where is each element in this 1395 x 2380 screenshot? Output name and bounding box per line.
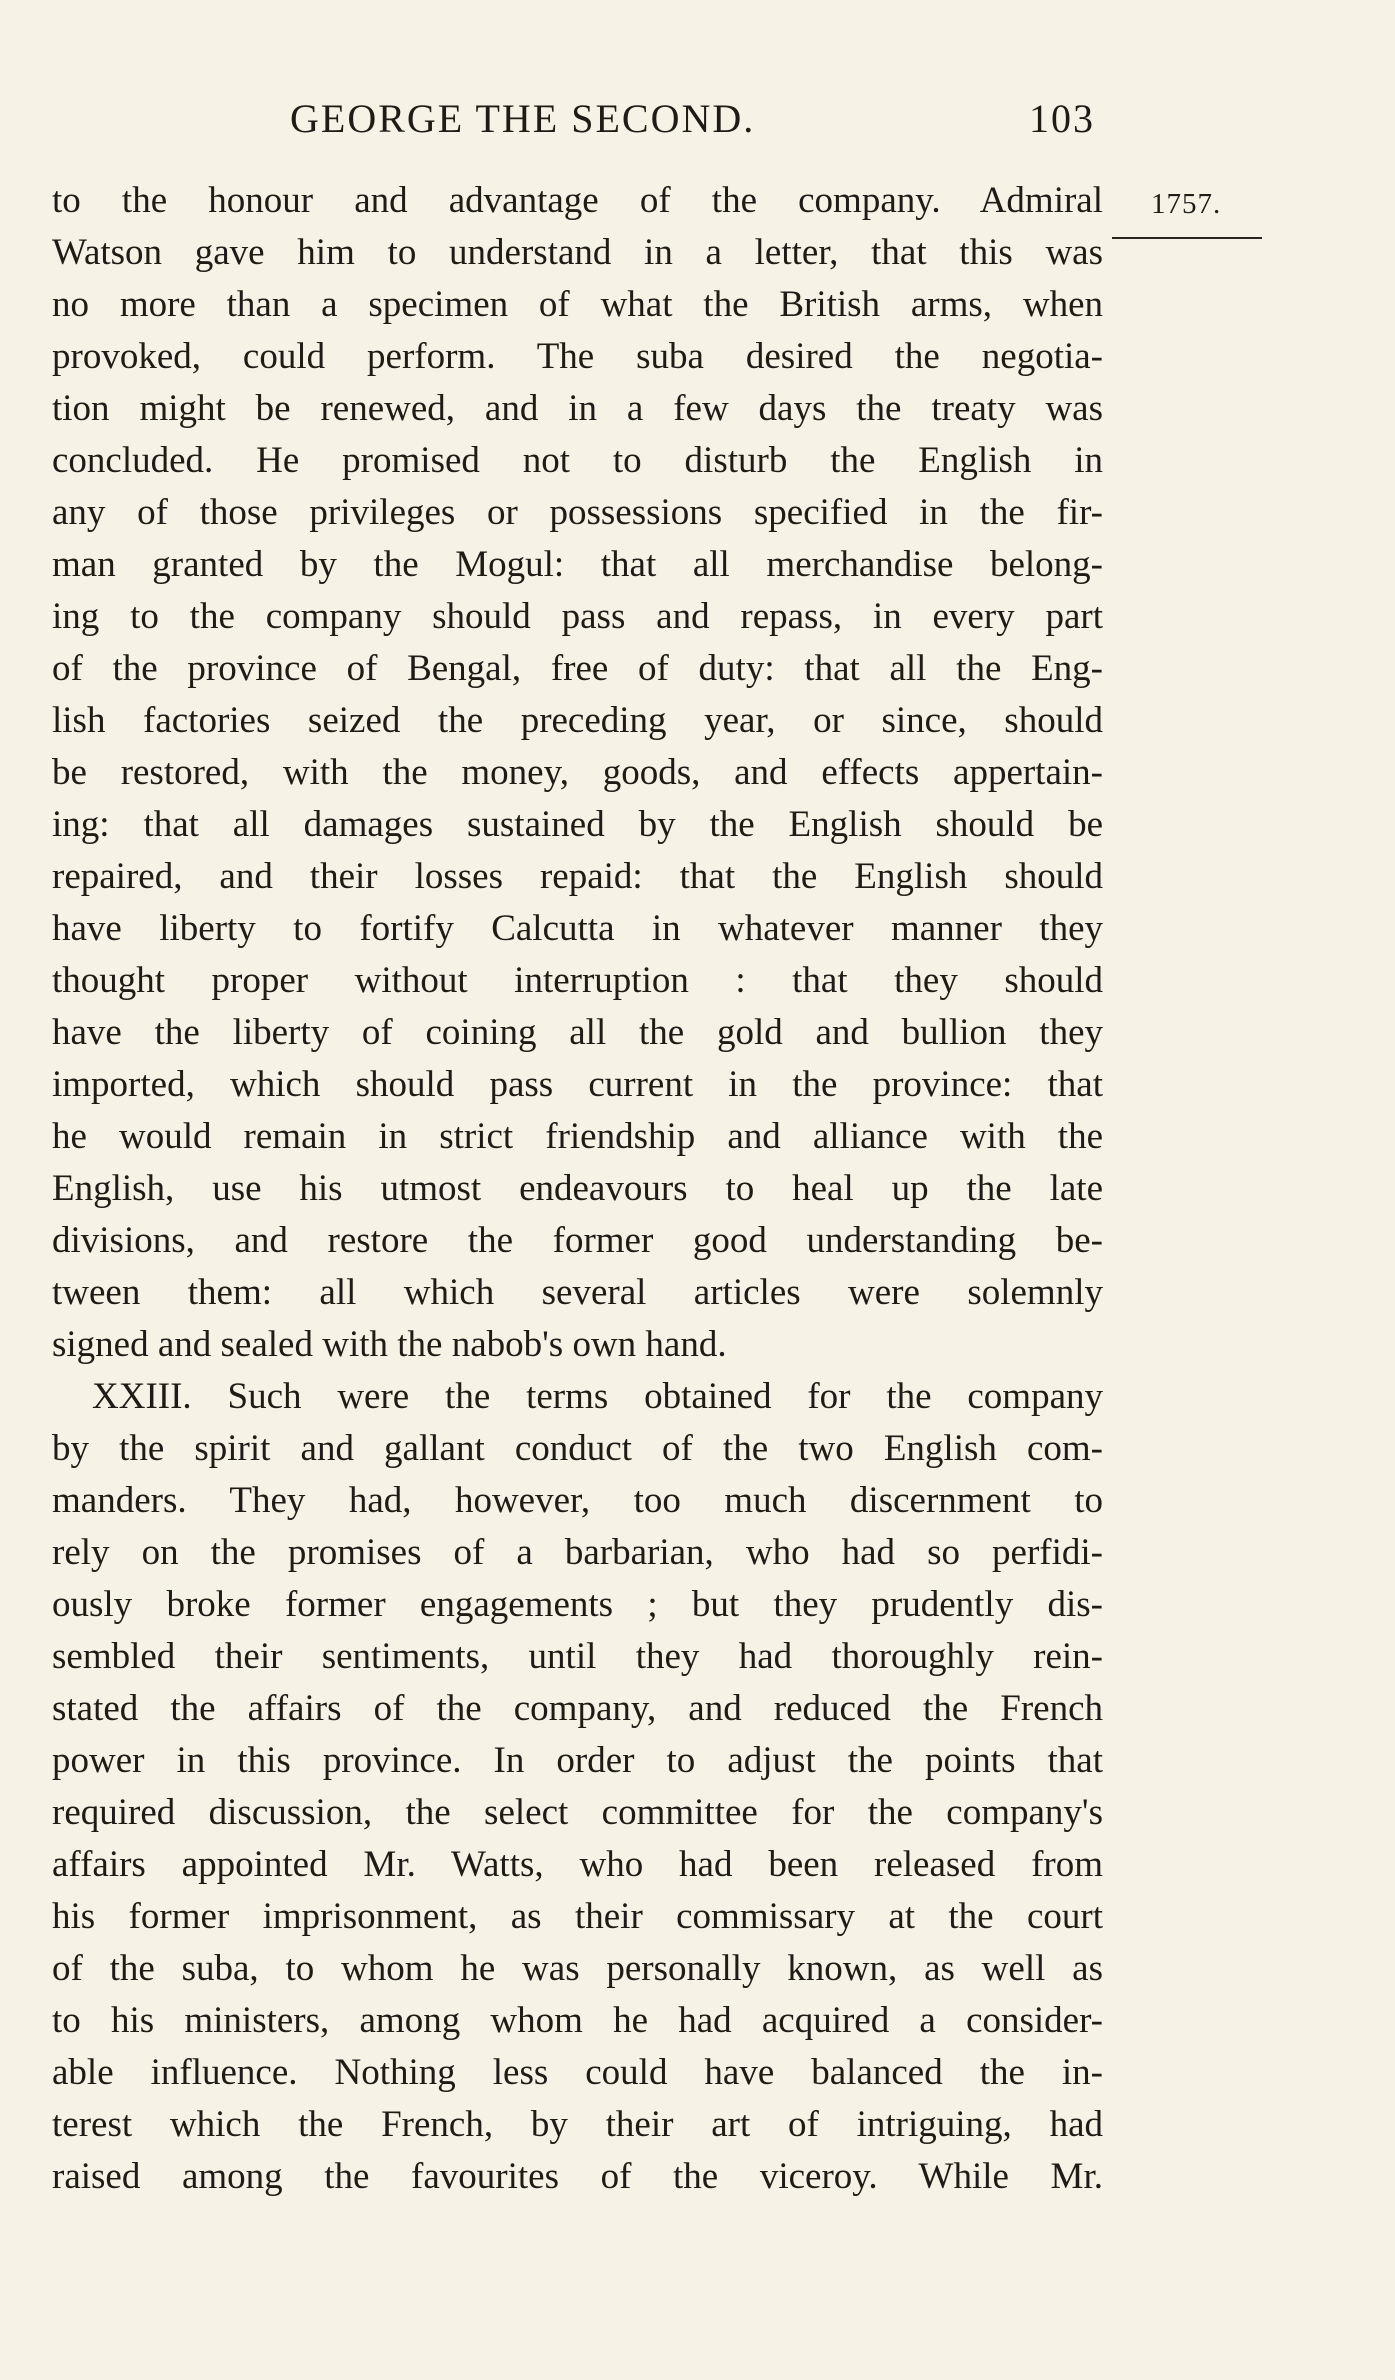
text-line: concluded. He promised not to disturb the English in (52, 440, 1103, 481)
text-line: terest which the French, by their art of intriguing, had (52, 2104, 1103, 2145)
text-line: stated the affairs of the company, and reduced the French (52, 1688, 1103, 1729)
text-line: man granted by the Mogul: that all merchandise belong- (52, 544, 1103, 585)
paragraph-end-line: signed and sealed with the nabob's own hand. (52, 1324, 727, 1365)
page-number: 103 (1029, 96, 1095, 141)
text-line: able influence. Nothing less could have balanced the in- (52, 2052, 1103, 2093)
text-line: power in this province. In order to adjust the points that (52, 1740, 1103, 1781)
text-line: provoked, could perform. The suba desired the negotia- (52, 336, 1103, 377)
text-line: tween them: all which several articles were solemnly (52, 1272, 1103, 1313)
text-line: no more than a specimen of what the British arms, when (52, 284, 1103, 325)
margin-year-note: 1757. (1151, 188, 1222, 220)
text-line: divisions, and restore the former good understanding be- (52, 1220, 1103, 1261)
text-line: thought proper without interruption : that they should (52, 960, 1103, 1001)
text-line: sembled their sentiments, until they had thoroughly rein- (52, 1636, 1103, 1677)
text-line: he would remain in strict friendship and alliance with the (52, 1116, 1103, 1157)
text-line: his former imprisonment, as their commissary at the court (52, 1896, 1103, 1937)
text-line: lish factories seized the preceding year, or since, should (52, 700, 1103, 741)
text-line: have liberty to fortify Calcutta in whatever manner they (52, 908, 1103, 949)
text-line: repaired, and their losses repaid: that the English should (52, 856, 1103, 897)
text-line: of the province of Bengal, free of duty: that all the Eng- (52, 648, 1103, 689)
text-line: rely on the promises of a barbarian, who had so perfidi- (52, 1532, 1103, 1573)
running-title: GEORGE THE SECOND. (290, 96, 756, 141)
text-line: to his ministers, among whom he had acquired a consider- (52, 2000, 1103, 2041)
text-line: Watson gave him to understand in a letter, that this was (52, 232, 1103, 273)
text-line: by the spirit and gallant conduct of the two English com- (52, 1428, 1103, 1469)
text-line: English, use his utmost endeavours to heal up the late (52, 1168, 1103, 1209)
text-line: to the honour and advantage of the company. Admiral (52, 180, 1103, 221)
text-line: required discussion, the select committee for the company's (52, 1792, 1103, 1833)
text-line: ously broke former engagements ; but they prudently dis- (52, 1584, 1103, 1625)
text-line: manders. They had, however, too much discernment to (52, 1480, 1103, 1521)
text-line: any of those privileges or possessions specified in the fir- (52, 492, 1103, 533)
text-line: ing: that all damages sustained by the English should be (52, 804, 1103, 845)
section-start-line: XXIII. Such were the terms obtained for the company (92, 1376, 1103, 1417)
text-line: of the suba, to whom he was personally known, as well as (52, 1948, 1103, 1989)
text-line: raised among the favourites of the viceroy. While Mr. (52, 2156, 1103, 2197)
text-line: have the liberty of coining all the gold and bullion they (52, 1012, 1103, 1053)
text-line: be restored, with the money, goods, and effects appertain- (52, 752, 1103, 793)
text-line: affairs appointed Mr. Watts, who had been released from (52, 1844, 1103, 1885)
text-line: imported, which should pass current in the province: that (52, 1064, 1103, 1105)
margin-rule (1112, 237, 1262, 239)
text-line: ing to the company should pass and repass, in every part (52, 596, 1103, 637)
text-line: tion might be renewed, and in a few days the treaty was (52, 388, 1103, 429)
running-head (290, 95, 1095, 145)
